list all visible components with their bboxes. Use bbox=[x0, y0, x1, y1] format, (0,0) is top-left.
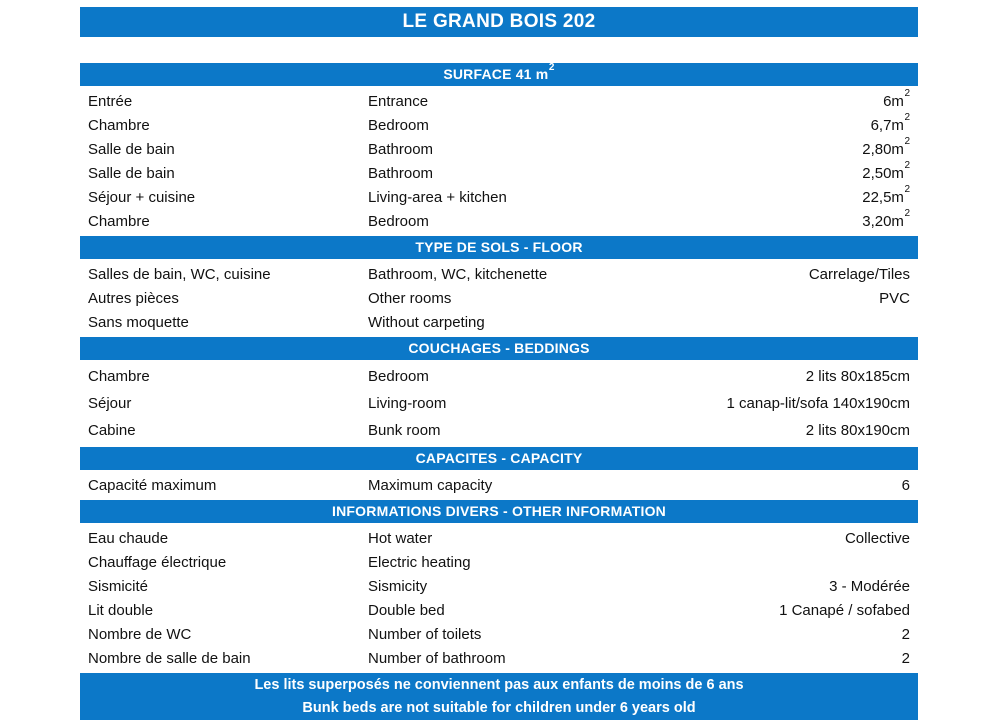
row-value: Collective bbox=[844, 529, 910, 547]
row-label-fr: Lit double bbox=[88, 601, 154, 619]
section-rows bbox=[80, 360, 918, 447]
section-header: SURFACE 41 $m^2$ bbox=[80, 63, 918, 86]
row-value: $2,50m^2$ bbox=[862, 160, 910, 182]
row-label-en: Living-area + kitchen bbox=[368, 188, 507, 206]
row-label-fr: Salle de bain bbox=[88, 140, 175, 158]
section-header: CAPACITES - CAPACITY bbox=[80, 447, 918, 470]
row-label-fr: Sans moquette bbox=[88, 313, 189, 331]
row-label-fr: Salle de bain bbox=[88, 164, 175, 182]
row-label-en: Double bed bbox=[368, 601, 445, 619]
row-label-en: Bedroom bbox=[368, 116, 429, 134]
row-label-fr: Chambre bbox=[88, 116, 150, 134]
section-rows bbox=[80, 523, 918, 673]
row-value: Carrelage/Tiles bbox=[808, 265, 910, 283]
row-label-fr: Nombre de salle de bain bbox=[88, 649, 251, 667]
row-value: 1 Canapé / sofabed bbox=[779, 601, 910, 619]
section-header: INFORMATIONS DIVERS - OTHER INFORMATION bbox=[80, 500, 918, 523]
section-rows bbox=[80, 86, 918, 236]
row-value: $22,5m^2$ bbox=[862, 184, 910, 206]
row-label-fr: Eau chaude bbox=[88, 529, 169, 547]
row-label-en: Other rooms bbox=[368, 289, 452, 307]
row-label-fr: Séjour bbox=[88, 395, 132, 412]
row-label-en: Bathroom bbox=[368, 140, 434, 158]
row-value: 2 lits 80x185cm bbox=[805, 368, 910, 385]
table-row bbox=[80, 113, 918, 137]
row-value: 2 bbox=[901, 625, 910, 643]
section-rows bbox=[80, 259, 918, 337]
section-rows bbox=[80, 470, 918, 500]
row-label-fr: Nombre de WC bbox=[88, 625, 192, 643]
document-title: LE GRAND BOIS 202 bbox=[80, 7, 918, 37]
table-row bbox=[80, 622, 918, 646]
table-row bbox=[80, 310, 918, 334]
row-label-en: Number of bathroom bbox=[368, 649, 506, 667]
row-label-en: Bathroom bbox=[368, 164, 434, 182]
row-value: 3 - Modérée bbox=[829, 577, 910, 595]
row-label-fr: Capacité maximum bbox=[88, 476, 217, 494]
row-label-fr: Cabine bbox=[88, 422, 136, 439]
section-header: COUCHAGES - BEDDINGS bbox=[80, 337, 918, 360]
row-label-fr: Chambre bbox=[88, 212, 150, 230]
table-row bbox=[80, 417, 918, 444]
row-value: PVC bbox=[879, 289, 910, 307]
row-value: $3,20m^2$ bbox=[862, 208, 910, 230]
row-value: 1 canap-lit/sofa 140x190cm bbox=[726, 395, 910, 412]
row-label-en: Maximum capacity bbox=[368, 476, 493, 494]
row-label-en: Bedroom bbox=[368, 212, 429, 230]
row-label-en: Living-room bbox=[368, 395, 447, 412]
row-label-en: Bedroom bbox=[368, 368, 429, 385]
row-label-en: Sismicity bbox=[368, 577, 428, 595]
table-row bbox=[80, 390, 918, 417]
row-value: $2,80m^2$ bbox=[862, 136, 910, 158]
row-label-en: Hot water bbox=[368, 529, 433, 547]
section-header: TYPE DE SOLS - FLOOR bbox=[80, 236, 918, 259]
row-label-fr: Sismicité bbox=[88, 577, 149, 595]
table-row bbox=[80, 137, 918, 161]
row-value: $6,7m^2$ bbox=[870, 112, 910, 134]
row-label-fr: Entrée bbox=[88, 92, 133, 110]
table-row bbox=[80, 550, 918, 574]
row-label-fr: Chambre bbox=[88, 368, 150, 385]
row-label-en: Entrance bbox=[368, 92, 429, 110]
table-row bbox=[80, 646, 918, 670]
table-row bbox=[80, 473, 918, 497]
row-value: 6 bbox=[901, 476, 910, 494]
table-row bbox=[80, 526, 918, 550]
row-label-en: Without carpeting bbox=[368, 313, 485, 331]
table-row bbox=[80, 598, 918, 622]
table-row bbox=[80, 262, 918, 286]
row-label-en: Number of toilets bbox=[368, 625, 482, 643]
table-row bbox=[80, 89, 918, 113]
row-value: 2 bbox=[901, 649, 910, 667]
footer-note-fr: Les lits superposés ne conviennent pas aux enfants de moins de 6 ans bbox=[254, 676, 744, 693]
sections bbox=[80, 63, 918, 673]
table-row bbox=[80, 286, 918, 310]
row-label-fr: Autres pièces bbox=[88, 289, 179, 307]
table-row bbox=[80, 185, 918, 209]
row-label-en: Bunk room bbox=[368, 422, 441, 439]
row-value: 2 lits 80x190cm bbox=[805, 422, 910, 439]
table-row bbox=[80, 363, 918, 390]
footer-note-en: Bunk beds are not suitable for children under 6 years old bbox=[302, 699, 696, 716]
table-row bbox=[80, 209, 918, 233]
table-row bbox=[80, 161, 918, 185]
row-label-fr: Chauffage électrique bbox=[88, 553, 227, 571]
table-row bbox=[80, 574, 918, 598]
document-body bbox=[80, 0, 918, 720]
row-value: $6m^2$ bbox=[883, 88, 910, 110]
row-label-fr: Salles de bain, WC, cuisine bbox=[88, 265, 271, 283]
row-label-en: Electric heating bbox=[368, 553, 471, 571]
row-label-en: Bathroom, WC, kitchenette bbox=[368, 265, 548, 283]
row-label-fr: Séjour + cuisine bbox=[88, 188, 196, 206]
footer-notice bbox=[80, 673, 918, 720]
